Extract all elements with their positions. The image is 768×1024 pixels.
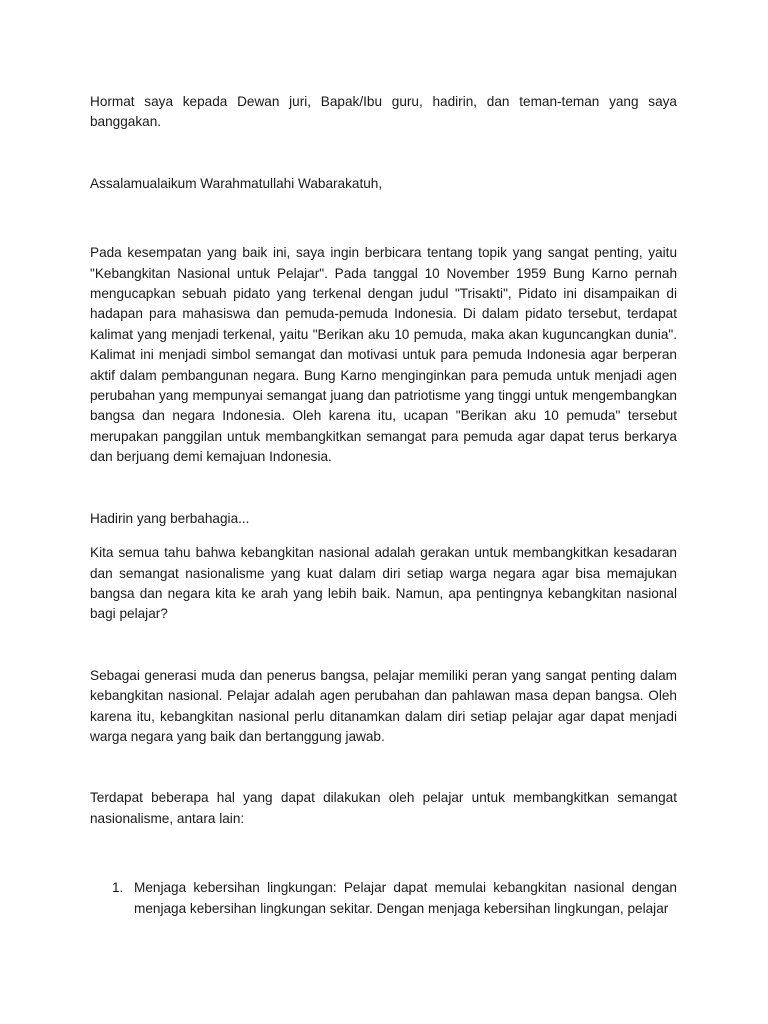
document-page [90, 92, 677, 919]
address-line: Hadirin yang berbahagia... [90, 510, 250, 526]
salam-paragraph: Assalamualaikum Warahmatullahi Wabarakatuh, [90, 175, 383, 191]
list-item-number: 1. [112, 880, 124, 896]
body-paragraph-4: Terdapat beberapa hal yang dapat dilakukan oleh pelajar untuk membangkitkan semangat nasionalisme, antara lain: [90, 790, 677, 826]
greeting-paragraph: Hormat saya kepada Dewan juri, Bapak/Ibu guru, hadirin, dan teman-teman yang saya banggakan. [90, 94, 677, 130]
list-item [90, 878, 677, 919]
numbered-list [90, 878, 677, 919]
list-item-text: Menjaga kebersihan lingkungan: Pelajar dapat memulai kebangkitan nasional dengan menjaga kebersihan lingkungan sekitar. Dengan menjaga kebersihan lingkungan, pelajar [134, 880, 677, 916]
body-paragraph-2: Kita semua tahu bahwa kebangkitan nasional adalah gerakan untuk membangkitkan kesadaran dan semangat nasionalisme yang kuat dalam diri setiap warga negara agar bisa memajukan bangsa dan negara kita ke arah yang lebih baik. Namun, apa pentingnya kebangkitan nasional bagi pelajar? [90, 545, 677, 622]
intro-paragraph: Pada kesempatan yang baik ini, saya ingin berbicara tentang topik yang sangat penting, yaitu "Kebangkitan Nasional untuk Pelajar". Pada tanggal 10 November 1959 Bung Karno pernah mengucapkan sebuah pidato yang terkenal dengan judul "Trisakti", Pidato ini disampaikan di hadapan para mahasiswa dan pemuda-pemuda Indonesia. Di dalam pidato tersebut, terdapat kalimat yang menjadi terkenal, yaitu "Berikan aku 10 pemuda, maka akan kuguncangkan dunia". Kalimat ini menjadi simbol semangat dan motivasi untuk para pemuda Indonesia agar berperan aktif dalam pembangunan negara. Bung Karno menginginkan para pemuda untuk menjadi agen perubahan yang mempunyai semangat juang dan patriotisme yang tinggi untuk mengembangkan bangsa dan negara Indonesia. Oleh karena itu, ucapan "Berikan aku 10 pemuda" tersebut merupakan panggilan untuk membangkitkan semangat para pemuda agar dapat terus berkarya dan berjuang demi kemajuan Indonesia. [90, 245, 677, 465]
body-paragraph-3: Sebagai generasi muda dan penerus bangsa, pelajar memiliki peran yang sangat penting dalam kebangkitan nasional. Pelajar adalah agen perubahan dan pahlawan masa depan bangsa. Oleh karena itu, kebangkitan nasional perlu ditanamkan dalam diri setiap pelajar agar dapat menjadi warga negara yang baik dan bertanggung jawab. [90, 667, 677, 744]
